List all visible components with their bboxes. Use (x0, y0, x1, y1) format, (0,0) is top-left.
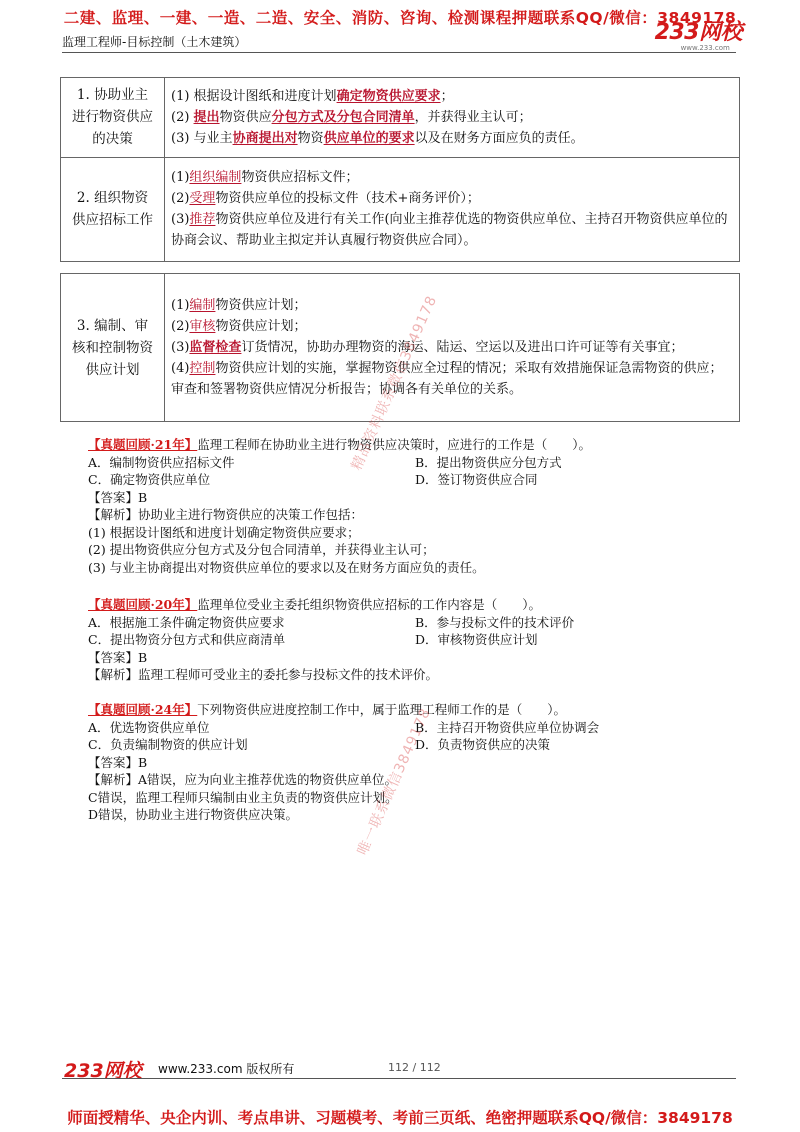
content-text: (2) (171, 109, 194, 125)
logo-text: 233网校 (654, 20, 742, 45)
keyword-highlight: 审核 (189, 319, 216, 334)
keyword-highlight: 组织编制 (189, 170, 242, 186)
row-label-line: 1. 协助业主 (76, 87, 149, 104)
analysis-line: C错误，监理工程师只编制由业主负责的物资供应计划。 (88, 789, 398, 805)
option: C．负责编制物资的供应计划 (88, 737, 248, 752)
analysis-line: (1) 根据设计图纸和进度计划确定物资供应要求； (88, 524, 360, 540)
keyword-highlight: 协商提出对 (232, 130, 298, 146)
content-text: 以及在财务方面应负的责任。 (414, 130, 584, 146)
row-content (165, 78, 740, 157)
content-text: (3) 与业主 (171, 130, 233, 146)
row-content (165, 274, 740, 421)
bottom-promo-banner: 师面授精华、央企内训、考点串讲、习题模考、考前三页纸、绝密押题联系QQ/微信：3849178 (67, 1109, 733, 1127)
analysis-line: (3) 与业主协商提出对物资供应单位的要求以及在财务方面应负的责任。 (88, 559, 485, 575)
decision-table (60, 77, 740, 262)
content-text: (3) (171, 340, 190, 355)
subject-header: 监理工程师-目标控制（土木建筑） (62, 35, 247, 49)
row-label-line: 核和控制物资 (72, 339, 153, 356)
content-text: 物资供应计划； (215, 298, 307, 313)
answer: 【答案】B (88, 649, 148, 665)
content-text: (2) (171, 191, 190, 207)
content-text: (1) 根据设计图纸和进度计划 (171, 88, 337, 104)
analysis-line: D错误，协助业主进行物资供应决策。 (88, 807, 299, 822)
content-item (171, 337, 731, 358)
question-tag: 【真题回顾·24年】 (88, 702, 198, 717)
keyword-highlight: 编制 (189, 298, 216, 313)
row-label (61, 274, 165, 421)
option: A．编制物资供应招标文件 (88, 454, 235, 470)
content-text: 物资供应招标文件； (241, 170, 359, 186)
content-text: 订货情况，协助办理物资的海运、陆运、空运以及进出口许可证等有关事宜； (241, 340, 684, 355)
question-text: 监理单位受业主委托组织物资供应招标的工作内容是（ ）。 (197, 597, 542, 612)
watermark-line-1: 精品资料联系微信3849178 (348, 293, 441, 473)
row-label (61, 78, 165, 157)
options-row (88, 471, 728, 489)
option: D．负责物资供应的决策 (415, 737, 551, 752)
question-block-20 (88, 596, 728, 684)
footer-logo: 233网校 (64, 1060, 142, 1082)
row-label-line: 供应招标工作 (72, 212, 153, 229)
content-text: (1) (171, 170, 190, 186)
content-text: 物资供应计划的实施，掌握物资供应全过程的情况；采取有效措施保证急需物资的供应；审查和签署物资供应情况分析报告；协调各有关单位的关系。 (171, 361, 723, 397)
options-row (88, 631, 728, 649)
content-text: (1) (171, 298, 190, 313)
keyword-highlight: 确定物资供应要求 (336, 88, 441, 104)
analysis-line: 【解析】监理工程师可受业主的委托参与投标文件的技术评价。 (88, 667, 439, 682)
keyword-highlight: 提出 (193, 109, 220, 125)
row-content (165, 157, 740, 261)
content-text: 物资 (297, 130, 324, 146)
content-item (171, 358, 731, 400)
option: B．参与投标文件的技术评价 (415, 614, 575, 630)
top-promo-banner: 二建、监理、一建、一造、二造、安全、消防、咨询、检测课程押题联系QQ/微信：3849178 (63, 9, 737, 27)
watermark-line-2: 唯一联系微信3849178 (354, 705, 435, 858)
option: D．审核物资供应计划 (415, 632, 538, 647)
content-text: ； (440, 88, 454, 104)
content-text: (4) (171, 361, 190, 376)
content-text: 物资供应 (219, 109, 272, 125)
content-item (171, 107, 731, 128)
question-tag: 【真题回顾·21年】 (88, 437, 198, 452)
option: B．主持召开物资供应单位协调会 (415, 719, 600, 735)
keyword-highlight: 推荐 (189, 212, 216, 228)
keyword-highlight: 监督检查 (189, 340, 242, 355)
answer: 【答案】B (88, 489, 148, 505)
answer: 【答案】B (88, 754, 148, 770)
logo-url: www.233.com (680, 44, 730, 52)
option: D．签订物资供应合同 (415, 472, 538, 487)
question-text: 下列物资供应进度控制工作中，属于监理工程师工作的是（ ）。 (197, 702, 567, 717)
header-divider (62, 52, 736, 53)
footer-divider (62, 1078, 736, 1079)
option: C．确定物资供应单位 (88, 472, 211, 487)
table-row (61, 78, 739, 157)
content-text: 物资供应计划； (215, 319, 307, 334)
content-text: ，并获得业主认可； (414, 109, 532, 125)
site-logo (654, 20, 742, 52)
option: B．提出物资供应分包方式 (415, 454, 562, 470)
content-item (171, 295, 731, 316)
content-item (171, 209, 731, 251)
content-text: 物资供应单位的投标文件（技术+商务评价）； (215, 191, 480, 207)
row-label-line: 3. 编制、审 (76, 317, 149, 334)
row-label-line: 2. 组织物资 (76, 190, 149, 207)
content-text: 物资供应单位及进行有关工作(向业主推荐优选的物资供应单位、主持召开物资供应单位的协商会议、帮助业主拟定并认真履行物资供应合同）。 (171, 212, 728, 249)
options-row (88, 454, 728, 472)
question-block-21 (88, 436, 728, 576)
keyword-highlight: 控制 (189, 361, 216, 376)
question-stem (88, 436, 728, 454)
footer-copyright: www.233.com 版权所有 (158, 1062, 295, 1076)
question-text: 监理工程师在协助业主进行物资供应决策时，应进行的工作是（ ）。 (197, 437, 592, 452)
content-item (171, 128, 731, 149)
row-label-line: 的决策 (92, 131, 133, 148)
question-tag: 【真题回顾·20年】 (88, 597, 198, 612)
content-item (171, 188, 731, 209)
question-stem (88, 701, 728, 719)
option: C．提出物资分包方式和供应商清单 (88, 632, 286, 647)
analysis-line: (2) 提出物资供应分包方式及分包合同清单，并获得业主认可； (88, 542, 435, 557)
option: A．根据施工条件确定物资供应要求 (88, 614, 285, 630)
keyword-highlight: 分包方式及分包合同清单 (271, 109, 415, 125)
content-item (171, 316, 731, 337)
row-label (61, 157, 165, 261)
keyword-highlight: 供应单位的要求 (323, 130, 415, 146)
analysis-line: 【解析】A错误，应为向业主推荐优选的物资供应单位。 (88, 772, 398, 787)
row-label-line: 进行物资供应 (72, 109, 153, 126)
analysis-line: 【解析】协助业主进行物资供应的决策工作包括： (88, 507, 364, 522)
content-item (171, 167, 731, 188)
question-stem (88, 596, 728, 614)
content-text: (3) (171, 212, 190, 228)
row-label-line: 供应计划 (85, 361, 140, 378)
content-item (171, 86, 731, 107)
options-row (88, 614, 728, 632)
table-row (61, 157, 739, 261)
option: A．优选物资供应单位 (88, 719, 210, 735)
content-text: (2) (171, 319, 190, 334)
page-number: 112 / 112 (388, 1061, 441, 1074)
keyword-highlight: 受理 (189, 191, 216, 207)
